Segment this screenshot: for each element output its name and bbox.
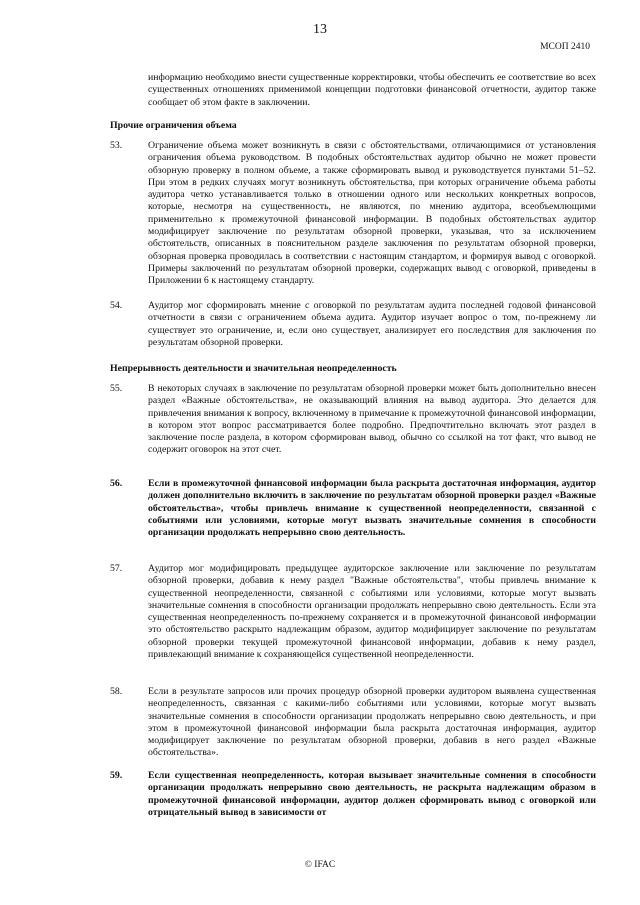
paragraph-number: 56. xyxy=(110,478,123,489)
paragraph-text: Аудитор мог модифицировать предыдущее аудиторское заключение или заключение по результатам обзорной проверки, добавив к нему раздел "Важные обстоятельства", чтобы привлечь внимание к существенной неопределенности, связанной с событиями или условиями, которые могут вызвать значительные сомнения в способности организации продолжать непрерывно свою деятельность. Если эта существенная неопределенность по-прежнему сохраняется и в промежуточной финансовой информации это обстоятельство раскрыто надлежащим образом, аудитор модифицирует заключение по результатам обзорной проверки текущей промежуточной финансовой информации, добавив к нему раздел, привлекающий внимание к сохраняющейся существенной неопределенности. xyxy=(148,563,596,661)
paragraph-number: 58. xyxy=(110,686,123,697)
intro-paragraph: информацию необходимо внести существенные корректировки, чтобы обеспечить ее соответствие во всех существенных отношениях применимой концепции подготовки финансовой отчетности, аудитор также сообщает об этом факте в заключении. xyxy=(148,72,596,108)
paragraph-56 xyxy=(110,478,596,539)
paragraph-59 xyxy=(110,770,596,819)
paragraph-number: 55. xyxy=(110,383,123,394)
section-heading-going-concern: Непрерывность деятельности и значительная неопределенность xyxy=(110,363,397,374)
paragraph-text: Если в промежуточной финансовой информации была раскрыта достаточная информация, аудитор должен дополнительно включить в заключение по результатам обзорной проверки раздел «Важные обстоятельства», чтобы привлечь внимание к существенной неопределенности, связанной с событиями или условиями, которые могут вызвать значительные сомнения в способности организации продолжать непрерывно свою деятельность. xyxy=(148,478,596,539)
paragraph-text: Ограничение объема может возникнуть в связи с обстоятельствами, отличающимися от установления ограничения объема руководством. В подобных обстоятельствах аудитор обычно не может провести обзорную проверку в полном объеме, а также сформировать вывод и руководствуется пунктами 51–52. При этом в редких случаях могут возникнуть обстоятельства, при которых ограничение объема работы аудитора четко устанавливается только в отношении одного или нескольких конкретных вопросов, которые, несмотря на существенность, не являются, по мнению аудитора, всеобъемлющими применительно к промежуточной финансовой информации. В подобных обстоятельствах аудитор модифицирует заключение по результатам обзорной проверки, указывая, что за исключением обстоятельств, описанных в пояснительном разделе заключения по результатам обзорной проверки, обзорная проверка проводилась в соответствии с настоящим стандартом, и формируя вывод с оговоркой. Примеры заключений по результатам обзорной проверки, содержащих вывод с оговоркой, приведены в Приложении 6 к настоящему стандарту. xyxy=(148,140,596,287)
paragraph-53 xyxy=(110,140,596,288)
paragraph-55 xyxy=(110,383,596,457)
paragraph-number: 53. xyxy=(110,140,123,151)
page-number: 13 xyxy=(313,22,327,37)
paragraph-57 xyxy=(110,563,596,661)
paragraph-text: Если в результате запросов или прочих процедур обзорной проверки аудитором выявлена существенная неопределенность, связанная с какими-либо событиями или условиями, которые могут вызвать значительные сомнения в способности организации продолжать непрерывно свою деятельность, и при этом в промежуточной финансовой информации была раскрыта достаточная информация, аудитор модифицирует заключение по результатам обзорной проверки, добавив в него раздел «Важные обстоятельства». xyxy=(148,686,596,759)
paragraph-text: Если существенная неопределенность, которая вызывает значительные сомнения в способности организации продолжать непрерывно свою деятельность, не раскрыта надлежащим образом в промежуточной финансовой информации, аудитор должен сформировать вывод с оговоркой или отрицательный вывод в зависимости от xyxy=(148,770,596,818)
paragraph-number: 57. xyxy=(110,563,123,574)
paragraph-54 xyxy=(110,300,596,349)
paragraph-text: Аудитор мог сформировать мнение с оговоркой по результатам аудита последней годовой финансовой отчетности в связи с ограничением объема аудита. Аудитор изучает вопрос о том, по-прежнему ли существует это ограничение, и, если оно существует, анализирует его последствия для заключения по результатам обзорной проверки. xyxy=(148,300,596,348)
paragraph-text: В некоторых случаях в заключение по результатам обзорной проверки может быть дополнительно внесен раздел «Важные обстоятельства», не оказывающий влияния на вывод аудитора. Это делается для привлечения внимания к вопросу, включенному в примечание к промежуточной финансовой информации, в котором этот вопрос рассматривается более подробно. Предпочтительно включать этот раздел в заключение после раздела, в котором сформирован вывод, обычно со ссылкой на тот факт, что вывод не содержит оговорок на этот счет. xyxy=(148,383,596,456)
footer-copyright: © IFAC xyxy=(304,860,336,870)
document-code: МСОП 2410 xyxy=(540,42,590,52)
paragraph-58 xyxy=(110,686,596,760)
section-heading-other-scope-limitations: Прочие ограничения объема xyxy=(110,120,237,131)
paragraph-number: 59. xyxy=(110,770,123,781)
paragraph-number: 54. xyxy=(110,300,123,311)
